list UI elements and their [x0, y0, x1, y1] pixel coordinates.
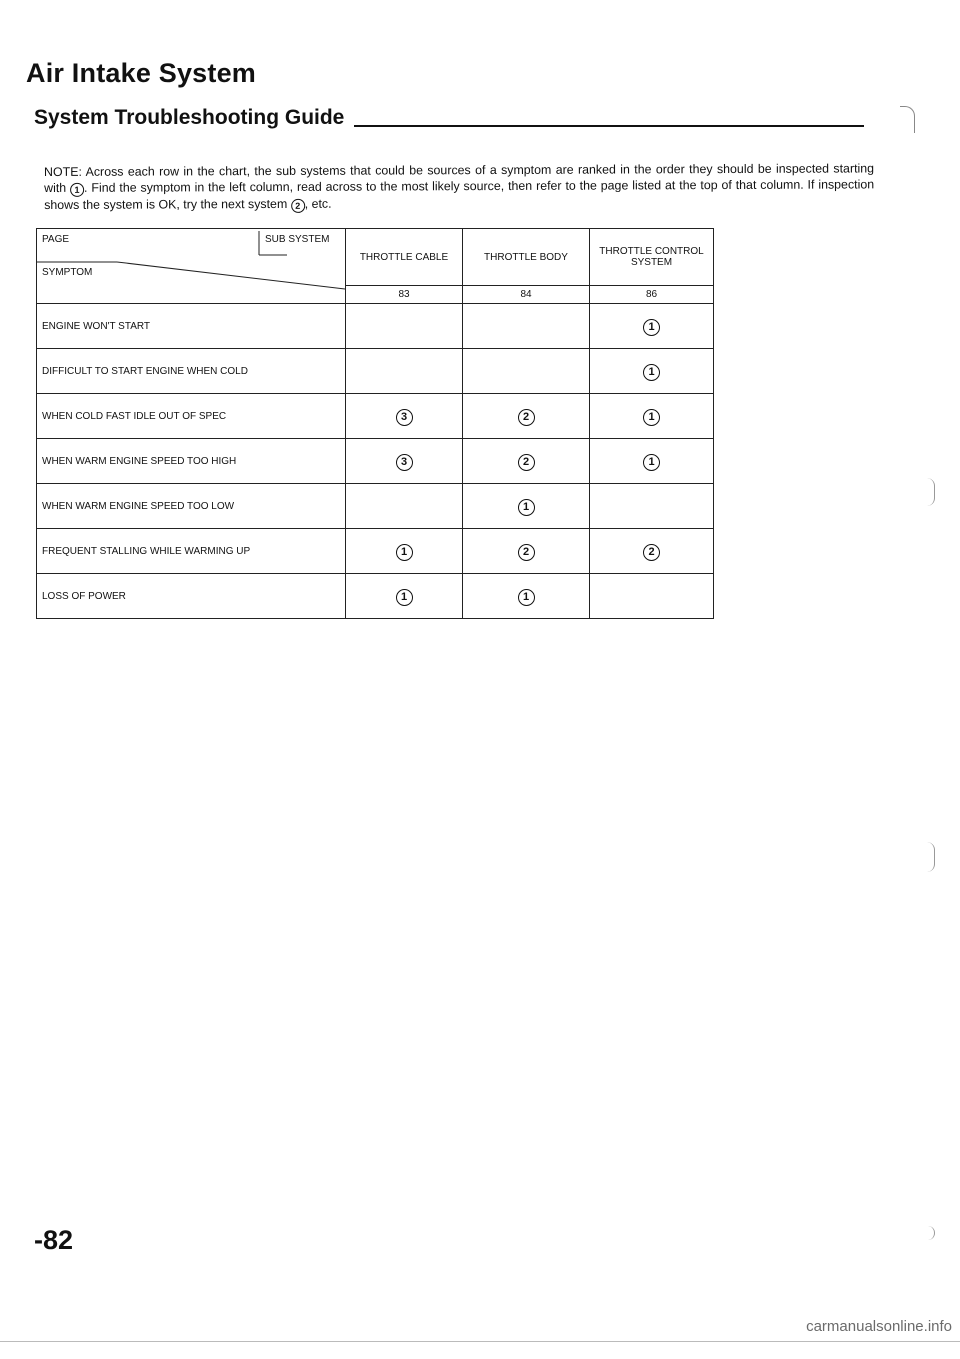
- rank-cell: [346, 484, 463, 529]
- table-row: [37, 574, 714, 619]
- page-edge-mark: [926, 1226, 935, 1240]
- circled-rank-icon: 3: [396, 454, 413, 471]
- rank-cell: [463, 529, 590, 574]
- table-row: [37, 394, 714, 439]
- circled-rank-icon: 1: [518, 499, 535, 516]
- page-edge-mark: [926, 842, 935, 872]
- note-text-start: NOTE: Across each row in the chart, the sub systems that could be sources of a symptom are ranked in the order they should be inspected starting with: [44, 161, 875, 196]
- page-edge-mark: [926, 478, 935, 506]
- page-ref-throttle-control-system: 86: [590, 286, 714, 304]
- rank-cell: [346, 439, 463, 484]
- symptom-cell: WHEN WARM ENGINE SPEED TOO HIGH: [37, 439, 346, 484]
- table-row: [37, 529, 714, 574]
- section-heading: [34, 106, 864, 136]
- note-paragraph: [44, 161, 874, 215]
- circled-rank-icon: 1: [396, 544, 413, 561]
- rank-cell: [590, 394, 714, 439]
- page-ref-throttle-body: 84: [463, 286, 590, 304]
- symptom-cell: LOSS OF POWER: [37, 574, 346, 619]
- table-row: [37, 304, 714, 349]
- symptom-cell: WHEN WARM ENGINE SPEED TOO LOW: [37, 484, 346, 529]
- note-text-end: , etc.: [304, 197, 332, 212]
- circled-number-icon: 1: [70, 183, 84, 197]
- rank-cell: [463, 484, 590, 529]
- symptom-cell: FREQUENT STALLING WHILE WARMING UP: [37, 529, 346, 574]
- circled-rank-icon: 1: [643, 364, 660, 381]
- table-row: [37, 484, 714, 529]
- rank-cell: [463, 439, 590, 484]
- circled-rank-icon: 1: [643, 409, 660, 426]
- circled-rank-icon: 2: [518, 454, 535, 471]
- circled-rank-icon: 3: [396, 409, 413, 426]
- table-row: [37, 439, 714, 484]
- footer-bar: [0, 1341, 960, 1359]
- watermark-text: carmanualsonline.info: [806, 1318, 952, 1335]
- page-number: -82: [34, 1225, 74, 1255]
- symptom-cell: ENGINE WON'T START: [37, 304, 346, 349]
- column-header-throttle-body: THROTTLE BODY: [463, 229, 590, 286]
- corner-symptom-label: SYMPTOM: [42, 267, 93, 278]
- circled-rank-icon: 2: [518, 544, 535, 561]
- page-ref-throttle-cable: 83: [346, 286, 463, 304]
- page-corner-mark: [900, 106, 915, 133]
- symptom-cell: WHEN COLD FAST IDLE OUT OF SPEC: [37, 394, 346, 439]
- circled-rank-icon: 2: [518, 409, 535, 426]
- circled-rank-icon: 1: [643, 319, 660, 336]
- table-row: [37, 349, 714, 394]
- rank-cell: [346, 304, 463, 349]
- rank-cell: [590, 484, 714, 529]
- rank-cell: [590, 349, 714, 394]
- rank-cell: [463, 304, 590, 349]
- circled-number-icon: 2: [291, 199, 305, 213]
- section-title: System Troubleshooting Guide: [34, 106, 354, 130]
- rank-cell: [463, 574, 590, 619]
- rank-cell: [590, 574, 714, 619]
- rank-cell: [346, 349, 463, 394]
- symptom-cell: DIFFICULT TO START ENGINE WHEN COLD: [37, 349, 346, 394]
- rank-cell: [463, 394, 590, 439]
- page-title: Air Intake System: [26, 58, 256, 88]
- note-text-middle: . Find the symptom in the left column, read across to the most likely source, then refer to the page listed at the top of that column. If inspection shows the system is OK, try the next system: [44, 177, 875, 213]
- corner-page-label: PAGE: [42, 234, 70, 245]
- table-header-row: [37, 229, 714, 286]
- circled-rank-icon: 1: [518, 589, 535, 606]
- rank-cell: [463, 349, 590, 394]
- corner-subsystem-label: SUB SYSTEM: [265, 234, 330, 245]
- rank-cell: [590, 304, 714, 349]
- rank-cell: [346, 529, 463, 574]
- column-header-throttle-cable: THROTTLE CABLE: [346, 229, 463, 286]
- rank-cell: [590, 529, 714, 574]
- troubleshooting-table: [36, 228, 714, 619]
- rank-cell: [590, 439, 714, 484]
- rank-cell: [346, 394, 463, 439]
- circled-rank-icon: 1: [643, 454, 660, 471]
- circled-rank-icon: 2: [643, 544, 660, 561]
- rank-cell: [346, 574, 463, 619]
- column-header-throttle-control-system: THROTTLE CONTROL SYSTEM: [590, 229, 714, 286]
- corner-header-cell: [37, 229, 346, 304]
- circled-rank-icon: 1: [396, 589, 413, 606]
